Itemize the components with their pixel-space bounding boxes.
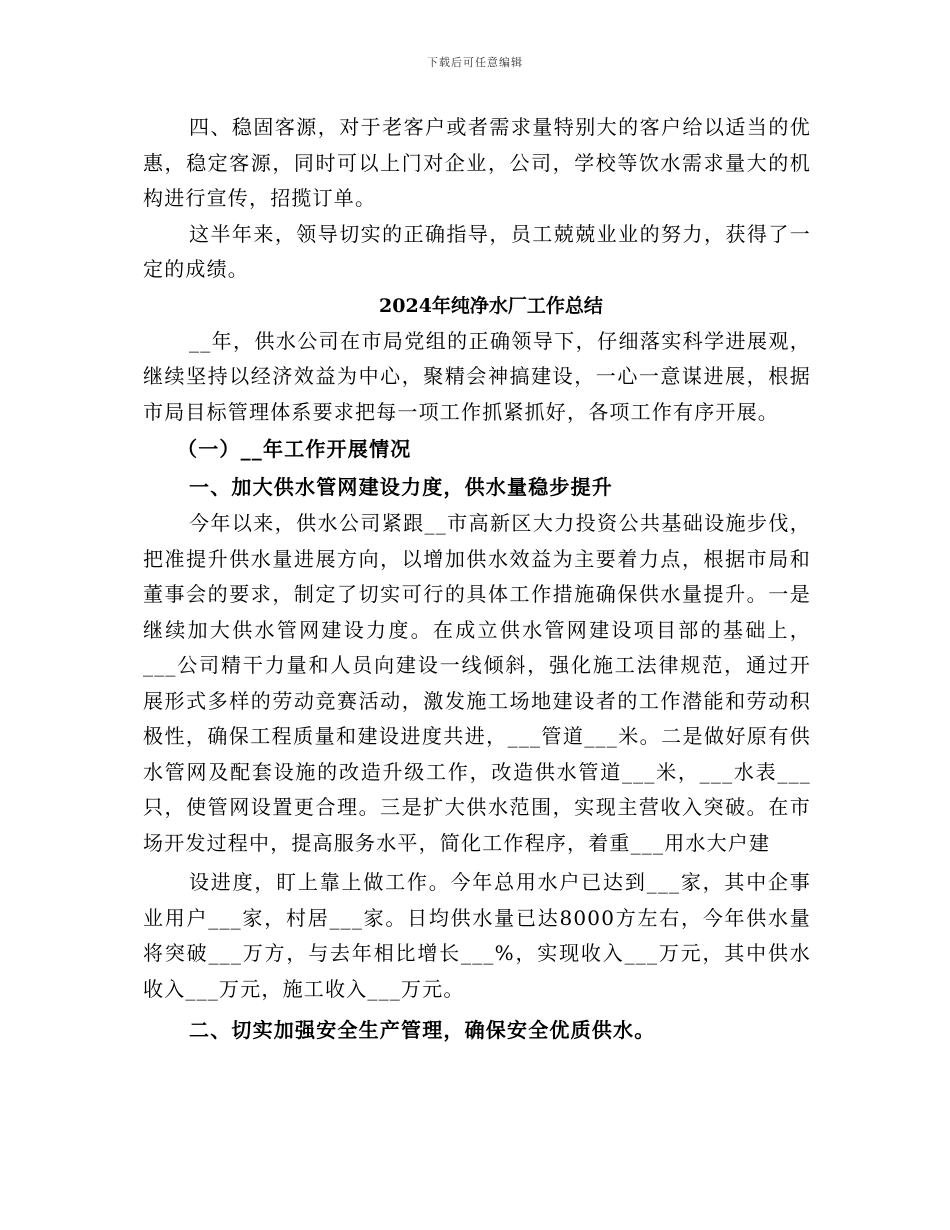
subheading-pipe-network: 一、加大供水管网建设力度，供水量稳步提升 [189, 475, 613, 499]
document-title: 2024年纯净水厂工作总结 [379, 294, 603, 317]
subheading-safety: 二、切实加强安全生产管理，确保安全优质供水。 [189, 1018, 656, 1042]
section-heading-1: （一）__年工作开展情况 [177, 437, 412, 461]
page-header: 下载后可任意编辑 [427, 56, 523, 69]
paragraph-half-year-summary: 这半年来，领导切实的正确指导，员工兢兢业业的努力，获得了一定的成绩。 [143, 221, 811, 281]
paragraph-pipe-network: 今年以来，供水公司紧跟__市高新区大力投资公共基础设施步伐，把准提升供水量进展方向，以增加供水效益为主要着力点，根据市局和董事会的要求，制定了切实可行的具体工作措施确保供水量提升。一是继续加大供水管网建设力度。在成立供水管网建设项目部的基础上，___公司精干力量和人员向建设一线倾斜，强化施工法律规范，通过开展形式多样的劳动竞赛活动，激发施工场地建设者的工作潜能和劳动积极性，确保工程质量和建设进度共进，___管道___米。二是做好原有供水管网及配套设施的改造升级工作，改造供水管道___米，___水表___只，使管网设置更合理。三是扩大供水范围，实现主营收入突破。在市场开发过程中，提高服务水平，简化工作程序，着重___用水大户建 [143, 511, 811, 855]
paragraph-customer-retention: 四、稳固客源，对于老客户或者需求量特别大的客户给以适当的优惠，稳定客源，同时可以上门对企业，公司，学校等饮水需求量大的机构进行宣传，招揽订单。 [143, 115, 811, 210]
paragraph-water-supply-stats: 设进度，盯上靠上做工作。今年总用水户已达到___家，其中企事业用户___家，村居___家。日均供水量已达8000方左右，今年供水量将突破___万方，与去年相比增长___%，实现收入___万元，其中供水收入___万元，施工收入___万元。 [143, 870, 811, 1001]
paragraph-intro: __年，供水公司在市局党组的正确领导下，仔细落实科学进展观，继续坚持以经济效益为中心，聚精会神搞建设，一心一意谋进展，根据市局目标管理体系要求把每一项工作抓紧抓好，各项工作有序开展。 [143, 328, 811, 424]
document-body [143, 110, 811, 1049]
